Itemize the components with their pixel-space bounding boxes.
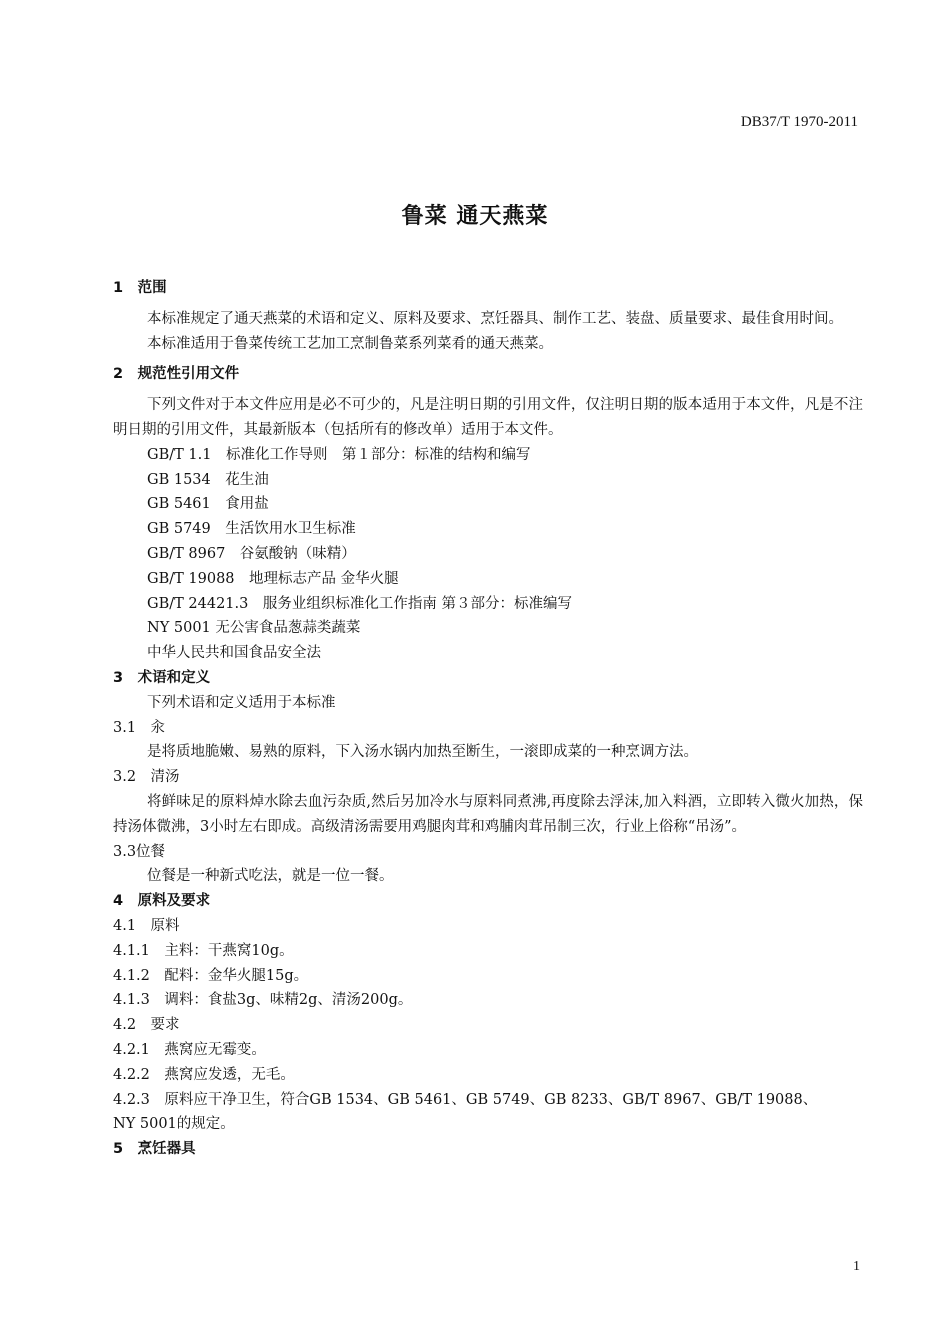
clause-item: NY 5001的规定。 [113, 1116, 235, 1133]
clause-item: 4.1.2 配料：金华火腿15g。 [113, 967, 309, 984]
term-heading: 3.1 汆 [113, 719, 166, 736]
reference-item: GB 5749 生活饮用水卫生标准 [147, 521, 356, 538]
term-definition: 将鲜味足的原料焯水除去血污杂质,然后另加冷水与原料同煮沸,再度除去浮沫,加入料酒，立即转入微火加热，保持汤体微沸，3小时左右即成。高级清汤需要用鸡腿肉茸和鸡脯肉茸吊制三次，行业上俗称“吊汤”。 [113, 793, 863, 835]
clause-item: 4.2.3 原料应干净卫生，符合GB 1534、GB 5461、GB 5749、GB 8233、GB/T 8967、GB/T 19088、 [113, 1091, 818, 1108]
clause-item: 4.1 原料 [113, 917, 180, 934]
section-1-heading: 1 范围 [113, 280, 167, 296]
section-2-heading: 2 规范性引用文件 [113, 366, 240, 383]
section-1-paragraph: 本标准适用于鲁菜传统工艺加工烹制鲁菜系列菜肴的通天燕菜。 [147, 335, 553, 352]
section-3-heading: 3 术语和定义 [113, 669, 211, 686]
page-number: 1 [853, 1259, 860, 1274]
term-heading: 3.3位餐 [113, 843, 166, 860]
section-1-paragraph: 本标准规定了通天燕菜的术语和定义、原料及要求、烹饪器具、制作工艺、装盘、质量要求、最佳食用时间。 [147, 310, 843, 327]
section-2-paragraph: 下列文件对于本文件应用是必不可少的，凡是注明日期的引用文件，仅注明日期的版本适用于本文件，凡是不注明日期的引用文件，其最新版本（包括所有的修改单）适用于本文件。 [113, 397, 863, 438]
reference-item: GB 1534 花生油 [147, 471, 269, 488]
reference-item: GB/T 8967 谷氨酸钠（味精） [147, 545, 356, 562]
standard-number: DB37/T 1970-2011 [740, 114, 858, 130]
reference-item: 中华人民共和国食品安全法 [147, 645, 321, 662]
section-3-intro: 下列术语和定义适用于本标准 [147, 694, 336, 711]
section-5-heading: 5 烹饪器具 [113, 1141, 196, 1158]
clause-item: 4.1.1 主料：干燕窝10g。 [113, 942, 294, 959]
reference-item: GB/T 19088 地理标志产品 金华火腿 [147, 570, 399, 587]
term-definition: 位餐是一种新式吃法，就是一位一餐。 [147, 868, 394, 885]
term-heading: 3.2 清汤 [113, 769, 180, 786]
reference-item: GB/T 1.1 标准化工作导则 第１部分：标准的结构和编写 [147, 446, 531, 463]
section-4-heading: 4 原料及要求 [113, 893, 211, 910]
clause-item: 4.1.3 调料：食盐3g、味精2g、清汤200g。 [113, 992, 413, 1009]
reference-item: GB 5461 食用盐 [147, 496, 269, 513]
term-definition: 是将质地脆嫩、易熟的原料，下入汤水锅内加热至断生，一滚即成菜的一种烹调方法。 [147, 744, 698, 761]
reference-item: NY 5001 无公害食品葱蒜类蔬菜 [147, 620, 361, 637]
document-title: 鲁菜 通天燕菜 [401, 204, 549, 229]
document-body [113, 276, 863, 1162]
clause-item: 4.2.1 燕窝应无霉变。 [113, 1041, 266, 1058]
clause-item: 4.2 要求 [113, 1017, 180, 1034]
clause-item: 4.2.2 燕窝应发透，无毛。 [113, 1066, 295, 1083]
reference-item: GB/T 24421.3 服务业组织标准化工作指南 第３部分：标准编写 [147, 595, 572, 612]
